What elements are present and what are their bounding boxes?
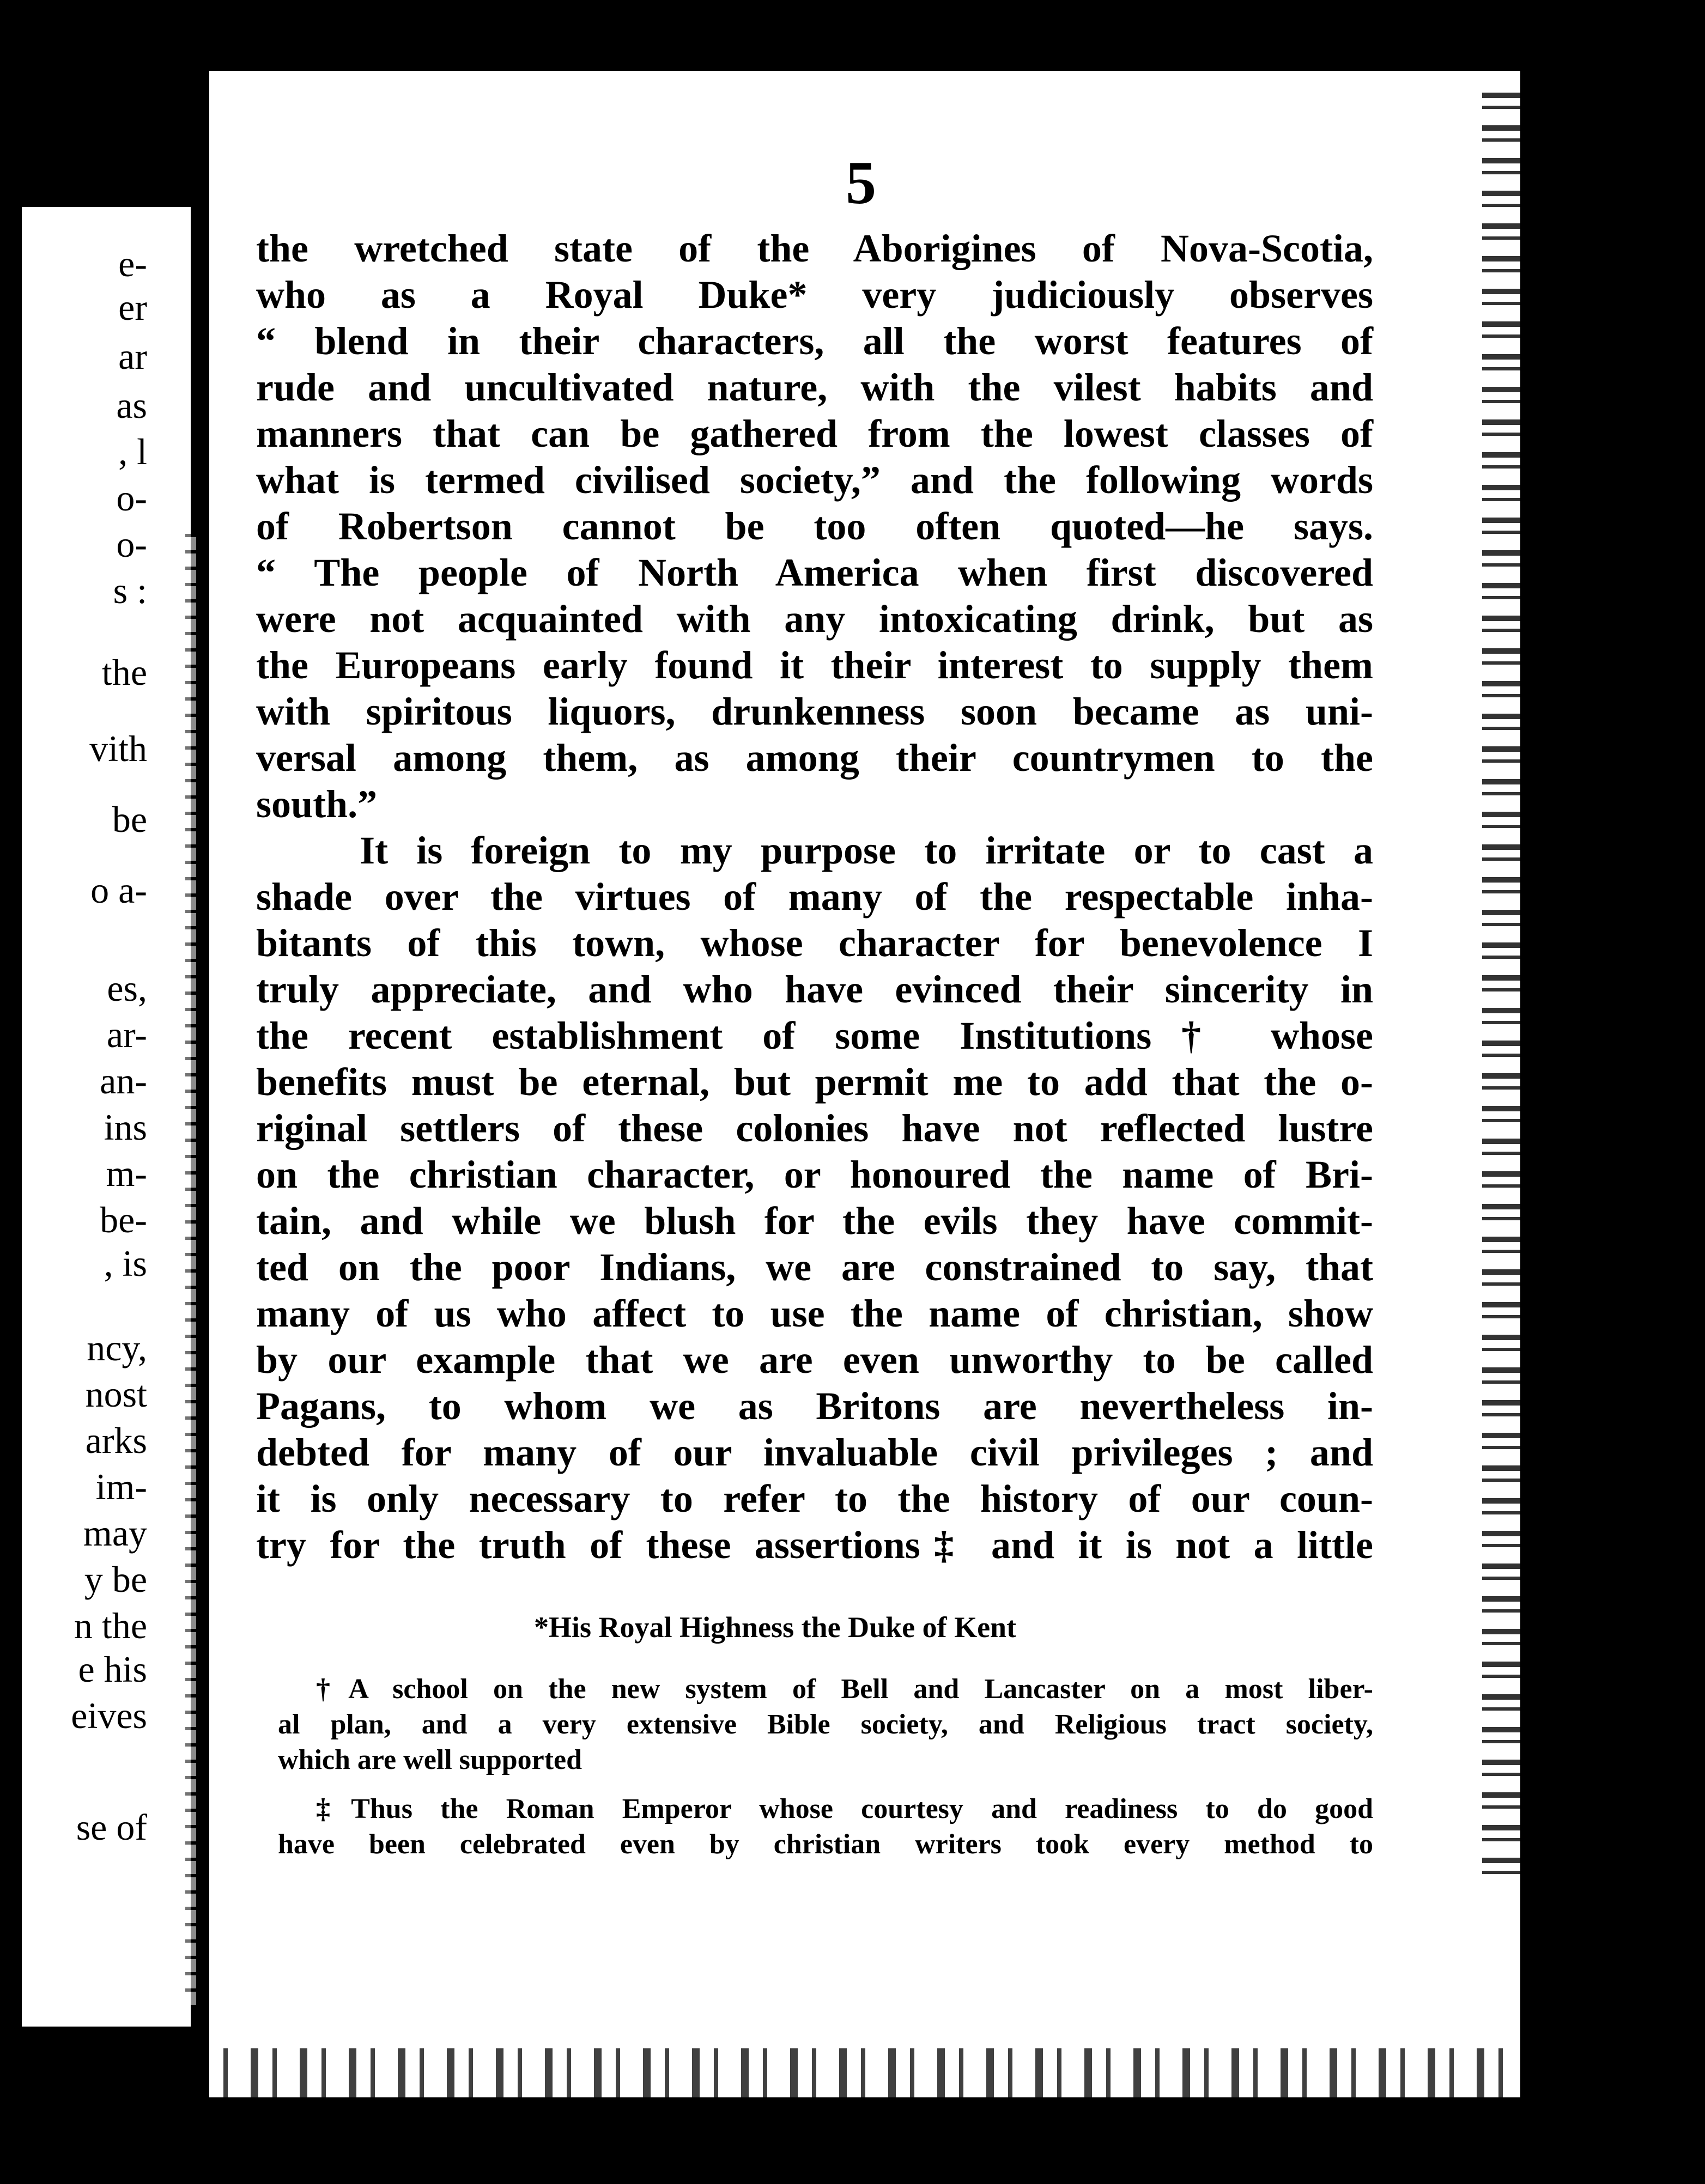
- text-line: it is only necessary to refer to the history of our coun-: [256, 1477, 1373, 1520]
- text-line: benefits must be eternal, but permit me to add that the o-: [256, 1060, 1373, 1104]
- prev-page-text: e his: [78, 1648, 147, 1690]
- prev-page-text: es,: [107, 968, 147, 1009]
- prev-page-text: o a-: [90, 869, 147, 911]
- footnote-emperor-line: ‡Thus the Roman Emperor whose courtesy and readiness to do good: [316, 1793, 1373, 1824]
- prev-page-text: y be: [84, 1559, 147, 1600]
- prev-page-text: o-: [116, 477, 147, 519]
- text-line: Pagans, to whom we as Britons are nevertheless in-: [256, 1384, 1373, 1428]
- prev-page-text: se of: [76, 1806, 147, 1848]
- text-line: manners that can be gathered from the lowest classes of: [256, 412, 1373, 455]
- text-line: the recent establishment of some Institutions† whose: [256, 1014, 1373, 1057]
- text-line: who as a Royal Duke* very judiciously observes: [256, 273, 1373, 317]
- text-line: south.”: [256, 782, 378, 826]
- text-line: by our example that we are even unworthy to be called: [256, 1338, 1373, 1382]
- previous-page-fragment: [22, 207, 191, 2027]
- prev-page-text: the: [101, 652, 147, 693]
- text-line: of Robertson cannot be too often quoted—he says.: [256, 504, 1373, 548]
- prev-page-text: s :: [113, 570, 147, 611]
- text-line: with spiritous liquors, drunkenness soon became as uni-: [256, 690, 1373, 733]
- prev-page-text: vith: [89, 728, 147, 769]
- text-line: the Europeans early found it their interest to supply them: [256, 643, 1373, 687]
- prev-page-text: ins: [104, 1106, 147, 1148]
- gutter-noise: [185, 534, 196, 2005]
- text-line: try for the truth of these assertions‡ and it is not a little: [256, 1523, 1373, 1567]
- prev-page-text: ar: [118, 336, 147, 377]
- text-line: “ The people of North America when first discovered: [256, 551, 1373, 594]
- footnote-emperor-line: have been celebrated even by christian writers took every method to: [278, 1829, 1373, 1860]
- text-line: on the christian character, or honoured the name of Bri-: [256, 1153, 1373, 1196]
- prev-page-text: an-: [100, 1060, 147, 1102]
- prev-page-text: may: [83, 1512, 147, 1554]
- text-line: were not acquainted with any intoxicating drink, but as: [256, 597, 1373, 641]
- prev-page-text: ar-: [106, 1014, 147, 1055]
- footnote-school-line: al plan, and a very extensive Bible society, and Religious tract society,: [278, 1709, 1373, 1740]
- prev-page-text: be: [112, 799, 147, 840]
- book-page: [202, 71, 1520, 2097]
- footnote-duke: *His Royal Highness the Duke of Kent: [534, 1611, 1017, 1644]
- footnote-school-line: †A school on the new system of Bell and Lancaster on a most liber-: [316, 1674, 1373, 1705]
- text-line: what is termed civilised society,” and the following words: [256, 458, 1373, 502]
- text-line: shade over the virtues of many of the respectable inha-: [256, 875, 1373, 918]
- text-line: debted for many of our invaluable civil privileges ; and: [256, 1431, 1373, 1474]
- prev-page-text: o-: [116, 524, 147, 565]
- prev-page-text: arks: [85, 1420, 147, 1461]
- prev-page-text: , is: [104, 1243, 147, 1284]
- text-line: riginal settlers of these colonies have not reflected lustre: [256, 1106, 1373, 1150]
- prev-page-text: m-: [106, 1153, 147, 1194]
- text-line: It is foreign to my purpose to irritate or to cast a: [360, 829, 1373, 872]
- prev-page-text: er: [118, 287, 147, 328]
- prev-page-text: be-: [100, 1199, 147, 1240]
- prev-page-text: eives: [71, 1695, 147, 1736]
- page-right-edge: [1482, 93, 1520, 1890]
- text-line: versal among them, as among their countrymen to the: [256, 736, 1373, 780]
- text-line: truly appreciate, and who have evinced their sincerity in: [256, 968, 1373, 1011]
- prev-page-text: im-: [95, 1466, 147, 1507]
- prev-page-text: nost: [85, 1373, 147, 1415]
- text-line: “ blend in their characters, all the worst features of: [256, 319, 1373, 363]
- text-line: rude and uncultivated nature, with the vilest habits and: [256, 366, 1373, 409]
- page-binding-edge: [202, 71, 209, 2097]
- prev-page-text: , l: [118, 431, 147, 472]
- page-bottom-edge: [202, 2048, 1520, 2097]
- footnote-school-line: which are well supported: [278, 1744, 583, 1775]
- text-line: the wretched state of the Aborigines of Nova-Scotia,: [256, 227, 1373, 270]
- page-number: 5: [846, 149, 876, 217]
- prev-page-text: as: [116, 385, 147, 426]
- text-line: many of us who affect to use the name of christian, show: [256, 1292, 1373, 1335]
- text-line: tain, and while we blush for the evils they have commit-: [256, 1199, 1373, 1243]
- text-line: ted on the poor Indians, we are constrained to say, that: [256, 1245, 1373, 1289]
- text-line: bitants of this town, whose character for benevolence I: [256, 921, 1373, 965]
- prev-page-text: e-: [118, 243, 147, 284]
- prev-page-text: n the: [74, 1605, 147, 1646]
- prev-page-text: ncy,: [87, 1327, 147, 1368]
